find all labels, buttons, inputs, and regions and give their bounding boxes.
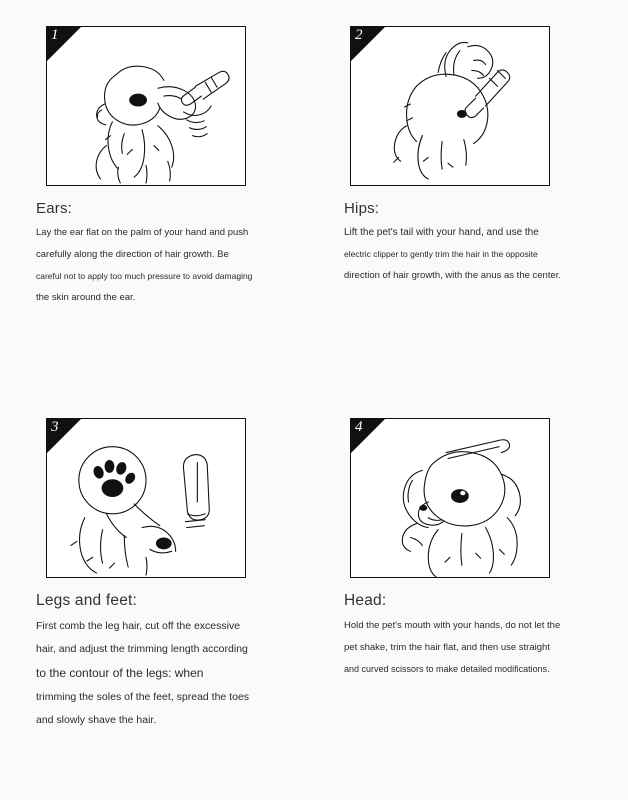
step-1-line-3: careful not to apply too much pressure to avoid damaging [36,271,253,281]
step-1-illustration-frame [46,26,246,186]
step-3-heading: Legs and feet: [36,592,138,609]
step-3-line-1: First comb the leg hair, cut off the excessive [36,620,241,632]
step-3-number: 3 [51,419,59,435]
step-card-3 [34,418,296,737]
step-1-line-2: carefully along the direction of hair growth. Be [36,249,229,260]
step-2-line-3: direction of hair growth, with the anus as the center. [344,270,562,281]
step-2-body [344,227,576,281]
step-1-line-1: Lay the ear flat on the palm of your hand and push [36,227,249,238]
step-4-line-3: and curved scissors to make detailed modifications. [344,664,550,674]
steps-grid [34,26,594,737]
step-2-heading: Hips: [344,200,380,217]
step-4-line-2: pet shake, trim the hair flat, and then use straight [344,642,550,653]
step-2-illustration-frame [350,26,550,186]
step-card-1 [34,26,296,314]
step-4-heading: Head: [344,592,387,609]
step-3-illustration-frame [46,418,246,578]
step-3-body [36,620,268,726]
step-4-illustration-frame [350,418,550,578]
step-card-2 [342,26,604,314]
step-3-line-2: hair, and adjust the trimming length according [36,643,248,655]
step-3-line-5: and slowly shave the hair. [36,714,157,726]
step-3-line-3: to the contour of the legs: when [36,666,204,680]
step-1-line-4: the skin around the ear. [36,292,136,303]
step-4-number: 4 [355,419,363,435]
step-2-line-1: Lift the pet's tail with your hand, and use the [344,227,539,238]
step-4-line-1: Hold the pet's mouth with your hands, do not let the [344,620,561,631]
step-1-body [36,227,268,303]
step-2-number: 2 [355,27,363,43]
step-4-body [344,620,576,674]
step-1-heading: Ears: [36,200,73,217]
step-3-line-4: trimming the soles of the feet, spread the toes [36,691,250,703]
step-card-4 [342,418,604,737]
step-1-number: 1 [51,27,59,43]
step-2-line-2: electric clipper to gently trim the hair in the opposite [344,249,538,259]
